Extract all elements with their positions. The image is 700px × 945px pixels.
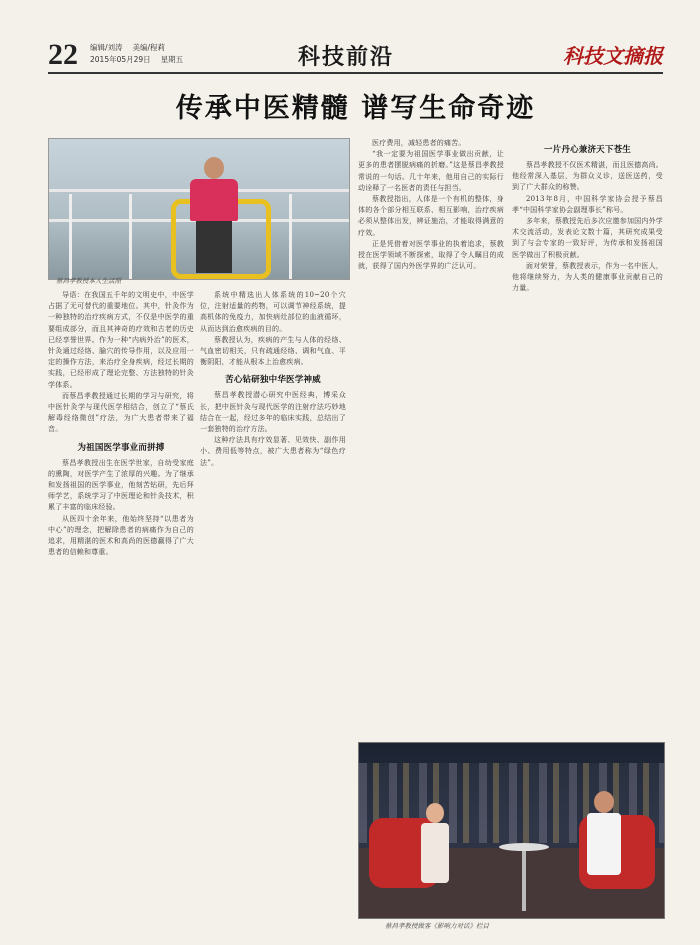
railing-post bbox=[289, 194, 292, 279]
paragraph: 蔡昌孝教授不仅医术精湛，而且医德高尚。他经常深入基层，为群众义诊，送医送药，受到了广大群众的称赞。 bbox=[512, 161, 663, 192]
photo-caption-top: 蔡昌孝教授本人生活照 bbox=[56, 277, 121, 285]
guest-body bbox=[587, 813, 621, 875]
paragraph: 面对荣誉，蔡教授表示，作为一名中医人，他将继续努力，为人类的健康事业贡献自己的力量。 bbox=[512, 261, 663, 293]
text-column-3 bbox=[358, 138, 504, 736]
paragraph: 从医四十余年来，他始终坚持“以患者为中心”的理念，把解除患者的病痛作为自己的追求，用精湛的医术和高尚的医德赢得了广大患者的信赖和尊重。 bbox=[48, 514, 194, 557]
paragraph: 导语：在我国五千年的文明史中，中医学占据了无可替代的重要地位。其中，针灸作为一种独特的治疗疾病方式，不仅是中医学的重要组成部分，而且其神奇的疗效和古老的历史已经享誉世界。作为一种“内病外治”的医术，针灸通过经络、腧穴的传导作用，以及应用一定的操作方法，来治疗全身疾病，经过长期的实践，已经形成了理论完整、方法独特的针灸学体系。 bbox=[48, 291, 194, 389]
person-pants bbox=[196, 221, 232, 273]
paragraph: 多年来，蔡教授先后多次应邀参加国内外学术交流活动，发表论文数十篇，其研究成果受到了与会专家的一致好评，为传承和发扬祖国医学做出了积极贡献。 bbox=[512, 217, 663, 259]
newspaper-logo: 科技文摘报 bbox=[563, 44, 663, 68]
editor-credit: 编辑/刘涛 bbox=[90, 43, 123, 52]
paragraph: “我一定要为祖国医学事业做出贡献，让更多的患者摆脱病痛的折磨。”这是蔡昌孝教授常说的一句话。几十年来，他用自己的实际行动诠释了一名医者的责任与担当。 bbox=[358, 150, 504, 192]
railing-post bbox=[129, 194, 132, 279]
photo-caption-bottom: 蔡昌孝教授做客《影响力对话》栏目 bbox=[385, 922, 489, 930]
paragraph: 2013年8月，中国科学家协会授予蔡昌孝“中国科学家协会副理事长”称号。 bbox=[512, 194, 663, 214]
side-table bbox=[499, 843, 549, 851]
host-body bbox=[421, 823, 449, 883]
paragraph: 蔡昌孝教授潜心研究中医经典，博采众长，把中医针灸与现代医学的注射疗法巧妙地结合在一起，经过多年的临床实践，总结出了一套独特的治疗方法。 bbox=[200, 391, 346, 434]
page-header bbox=[48, 38, 663, 74]
paragraph: 蔡教授指出，人体是一个有机的整体，身体的各个部分相互联系、相互影响，治疗疾病必须从整体出发，辨证施治，才能取得满意的疗效。 bbox=[358, 195, 504, 237]
guest-head bbox=[594, 791, 614, 813]
issue-date: 2015年05月29日 bbox=[90, 55, 151, 64]
paragraph: 正是凭借着对医学事业的执着追求，蔡教授在医学领域不断探索，取得了令人瞩目的成就，获得了国内外医学界的广泛认可。 bbox=[358, 239, 504, 271]
person-head bbox=[204, 157, 224, 179]
subheading: 苦心钻研独中华医学神威 bbox=[225, 375, 321, 386]
text-column-4 bbox=[512, 138, 663, 736]
text-column-2 bbox=[200, 290, 346, 930]
paragraph: 系统中精选出人体系统的10~20个穴位，注射适量的药物，可以调节神经系统，提高机体的免疫力，加快病灶部位的血液循环，从而达到治愈疾病的目的。 bbox=[200, 291, 346, 333]
paragraph: 这种疗法具有疗效显著、见效快、副作用小、费用低等特点，被广大患者称为“绿色疗法”。 bbox=[200, 436, 346, 467]
header-meta bbox=[90, 42, 193, 66]
section-title: 科技前沿 bbox=[298, 45, 395, 70]
side-table-leg bbox=[522, 851, 526, 911]
headline-area bbox=[48, 84, 663, 134]
paragraph: 而蔡昌孝教授通过长期的学习与研究，将中医针灸学与现代医学相结合，创立了“蔡氏解毒经络微创”疗法，为广大患者带来了福音。 bbox=[48, 391, 194, 434]
portrait-photo bbox=[48, 138, 350, 280]
railing-post bbox=[69, 194, 72, 279]
host-figure bbox=[421, 803, 447, 903]
issue-weekday: 星期五 bbox=[160, 55, 184, 64]
paragraph: 蔡教授认为，疾病的产生与人体的经络、气血密切相关，只有疏通经络、调和气血、平衡阴阳，才能从根本上治愈疾病。 bbox=[200, 335, 346, 367]
person-shirt bbox=[190, 179, 238, 221]
host-head bbox=[426, 803, 444, 823]
subheading: 为祖国医学事业而拼搏 bbox=[77, 442, 165, 453]
guest-figure bbox=[587, 791, 621, 903]
paragraph: 蔡昌孝教授出生在医学世家，自幼受家庭的熏陶，对医学产生了浓厚的兴趣。为了继承和发扬祖国的医学事业，他刻苦钻研，先后拜师学艺，系统学习了中医理论和针灸技术，积累了丰富的临床经验。 bbox=[48, 458, 194, 512]
article-title: 传承中医精髓 谱写生命奇迹 bbox=[175, 93, 536, 124]
page-number: 22 bbox=[48, 38, 78, 71]
person-figure bbox=[184, 157, 244, 277]
header-divider bbox=[48, 72, 663, 74]
interview-photo bbox=[358, 742, 665, 919]
subheading: 一片丹心兼济天下苍生 bbox=[543, 145, 631, 155]
paragraph: 医疗费用，减轻患者的痛苦。 bbox=[372, 139, 466, 147]
text-column-1 bbox=[48, 290, 194, 930]
designer-credit: 美编/程莉 bbox=[132, 43, 166, 52]
